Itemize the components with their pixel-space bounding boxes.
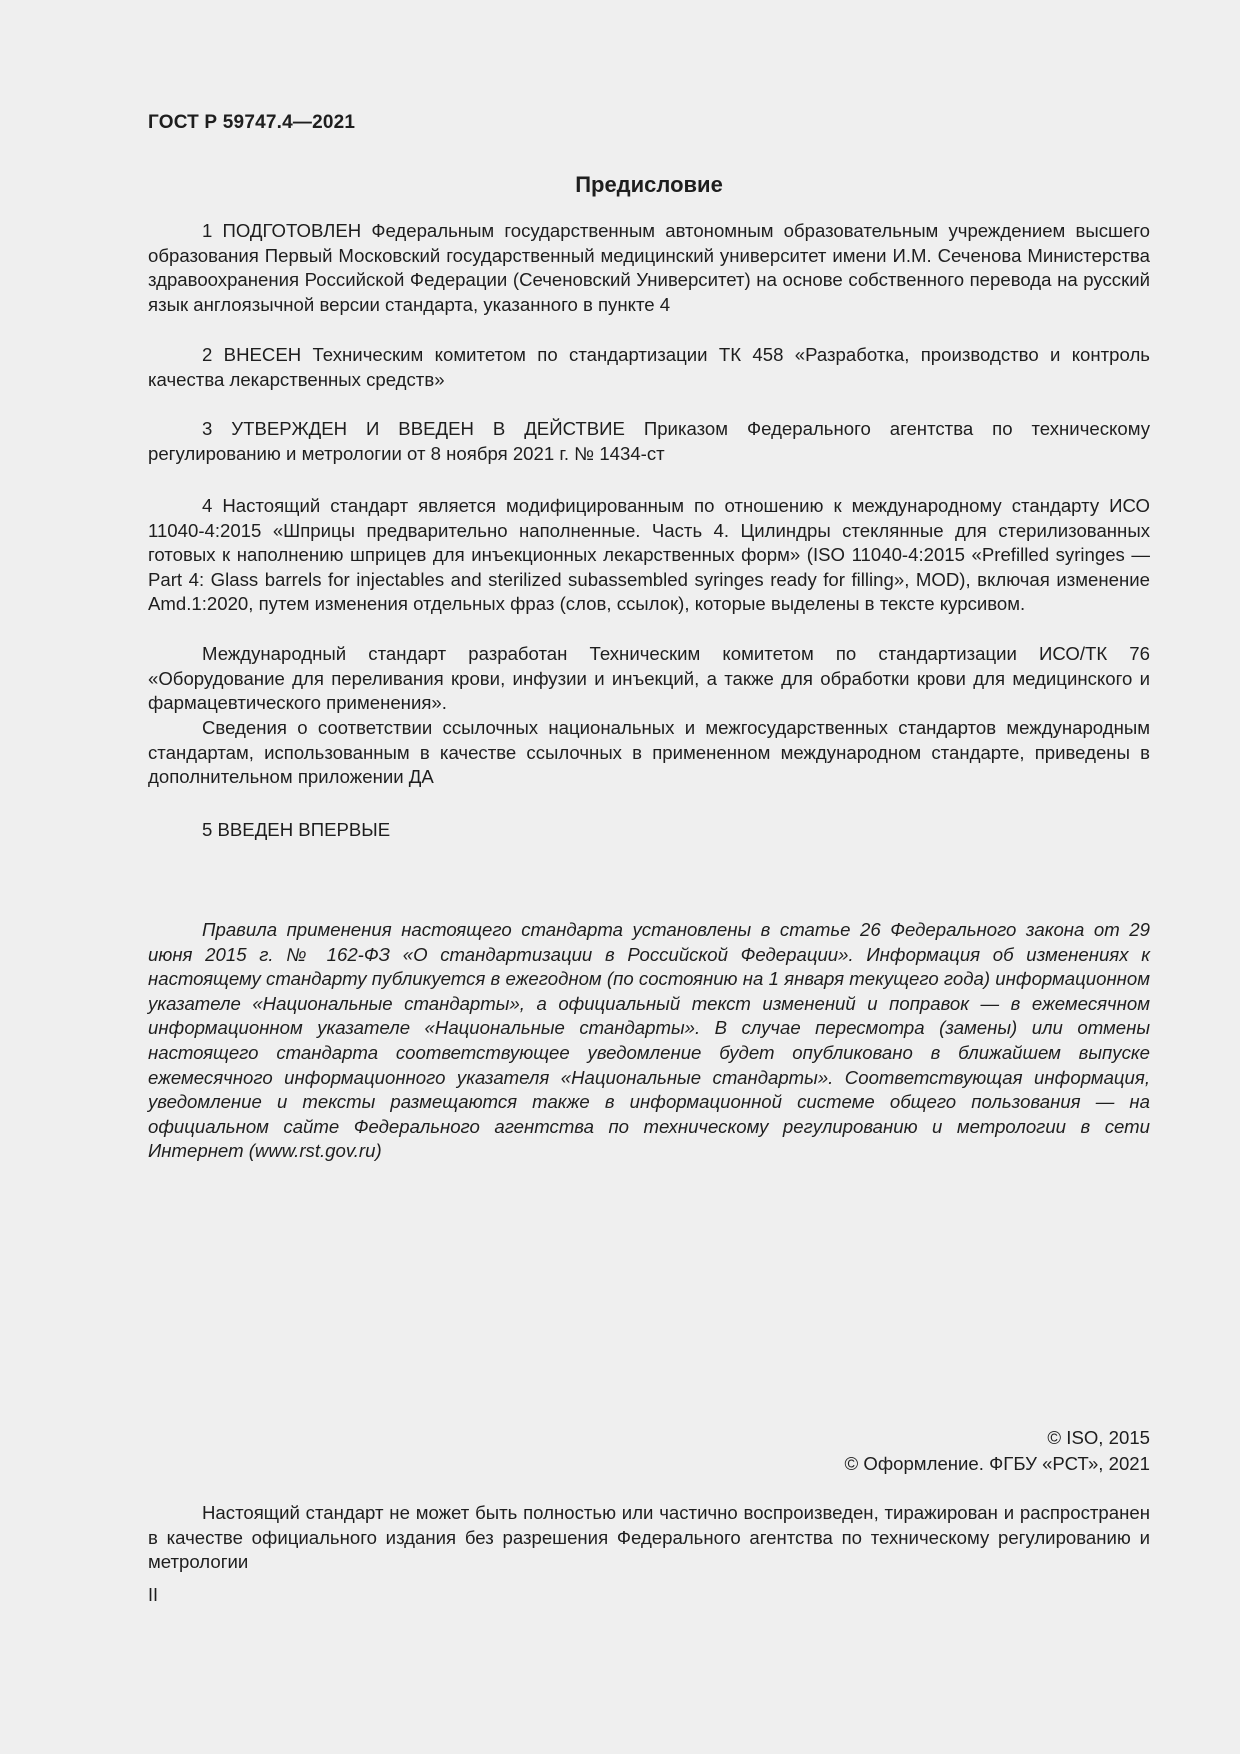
paragraph-prepared: 1 ПОДГОТОВЛЕН Федеральным государственным автономным образовательным учреждением высшего образования Первый Московский государственный медицинский университет имени И.М. Сеченова Министерства здравоохранения Российской Федерации (Сеченовский Университет) на основе собственного перевода на русский язык англоязычной версии стандарта, указанного в пункте 4 [148,220,1150,315]
paragraph-references: Сведения о соответствии ссылочных национальных и межгосударственных стандартов международным стандартам, использованным в качестве ссылочных в примененном международном стандарте, приведены в дополнительном приложении ДА [148,717,1150,788]
document-id: ГОСТ Р 59747.4—2021 [148,112,356,133]
paragraph-approved: 3 УТВЕРЖДЕН И ВВЕДЕН В ДЕЙСТВИЕ Приказом Федерального агентства по техническому регулированию и метрологии от 8 ноября 2021 г. № 1434-ст [148,418,1150,464]
paragraph-introduced: 5 ВВЕДЕН ВПЕРВЫЕ [202,819,391,840]
paragraph-international-standard: Международный стандарт разработан Техническим комитетом по стандартизации ИСО/ТК 76 «Оборудование для переливания крови, инфузии и инъекций, а также для обработки крови для медицинского и фармацевтического применения». [148,643,1150,714]
copyright-rst: © Оформление. ФГБУ «РСТ», 2021 [844,1453,1150,1474]
page-number: II [148,1585,159,1605]
paragraph-reproduction-notice: Настоящий стандарт не может быть полностью или частично воспроизведен, тиражирован и распространен в качестве официального издания без разрешения Федерального агентства по техническому регулированию и метрологии [148,1502,1150,1573]
paragraph-application-rules: Правила применения настоящего стандарта установлены в статье 26 Федерального закона от 29 июня 2015 г. № 162-ФЗ «О стандартизации в Российской Федерации». Информация об изменениях к настоящему стандарту публикуется в ежегодном (по состоянию на 1 января текущего года) информационном указателе «Национальные стандарты», а официальный текст изменений и поправок — в ежемесячном информационном указателе «Национальные стандарты». В случае пересмотра (замены) или отмены настоящего стандарта соответствующее уведомление будет опубликовано в ближайшем выпуске ежемесячного информационного указателя «Национальные стандарты». Соответствующая информация, уведомление и тексты размещаются также в информационной системе общего пользования — на официальном сайте Федерального агентства по техническому регулированию и метрологии в сети Интернет (www.rst.gov.ru) [148,919,1150,1162]
paragraph-submitted: 2 ВНЕСЕН Техническим комитетом по стандартизации ТК 458 «Разработка, производство и контроль качества лекарственных средств» [148,344,1150,390]
paragraph-modified-standard: 4 Настоящий стандарт является модифицированным по отношению к международному стандарту ИСО 11040-4:2015 «Шприцы предварительно наполненные. Часть 4. Цилиндры стеклянные для стерилизованных готовых к наполнению шприцев для инъекционных лекарственных форм» (ISO 11040-4:2015 «Prefilled syringes — Part 4: Glass barrels for injectables and sterilized subassembled syringes ready for filling», MOD), включая изменение Amd.1:2020, путем изменения отдельных фраз (слов, ссылок), которые выделены в тексте курсивом. [148,495,1150,615]
copyright-iso: © ISO, 2015 [1047,1427,1150,1448]
page-title: Предисловие [575,172,723,197]
